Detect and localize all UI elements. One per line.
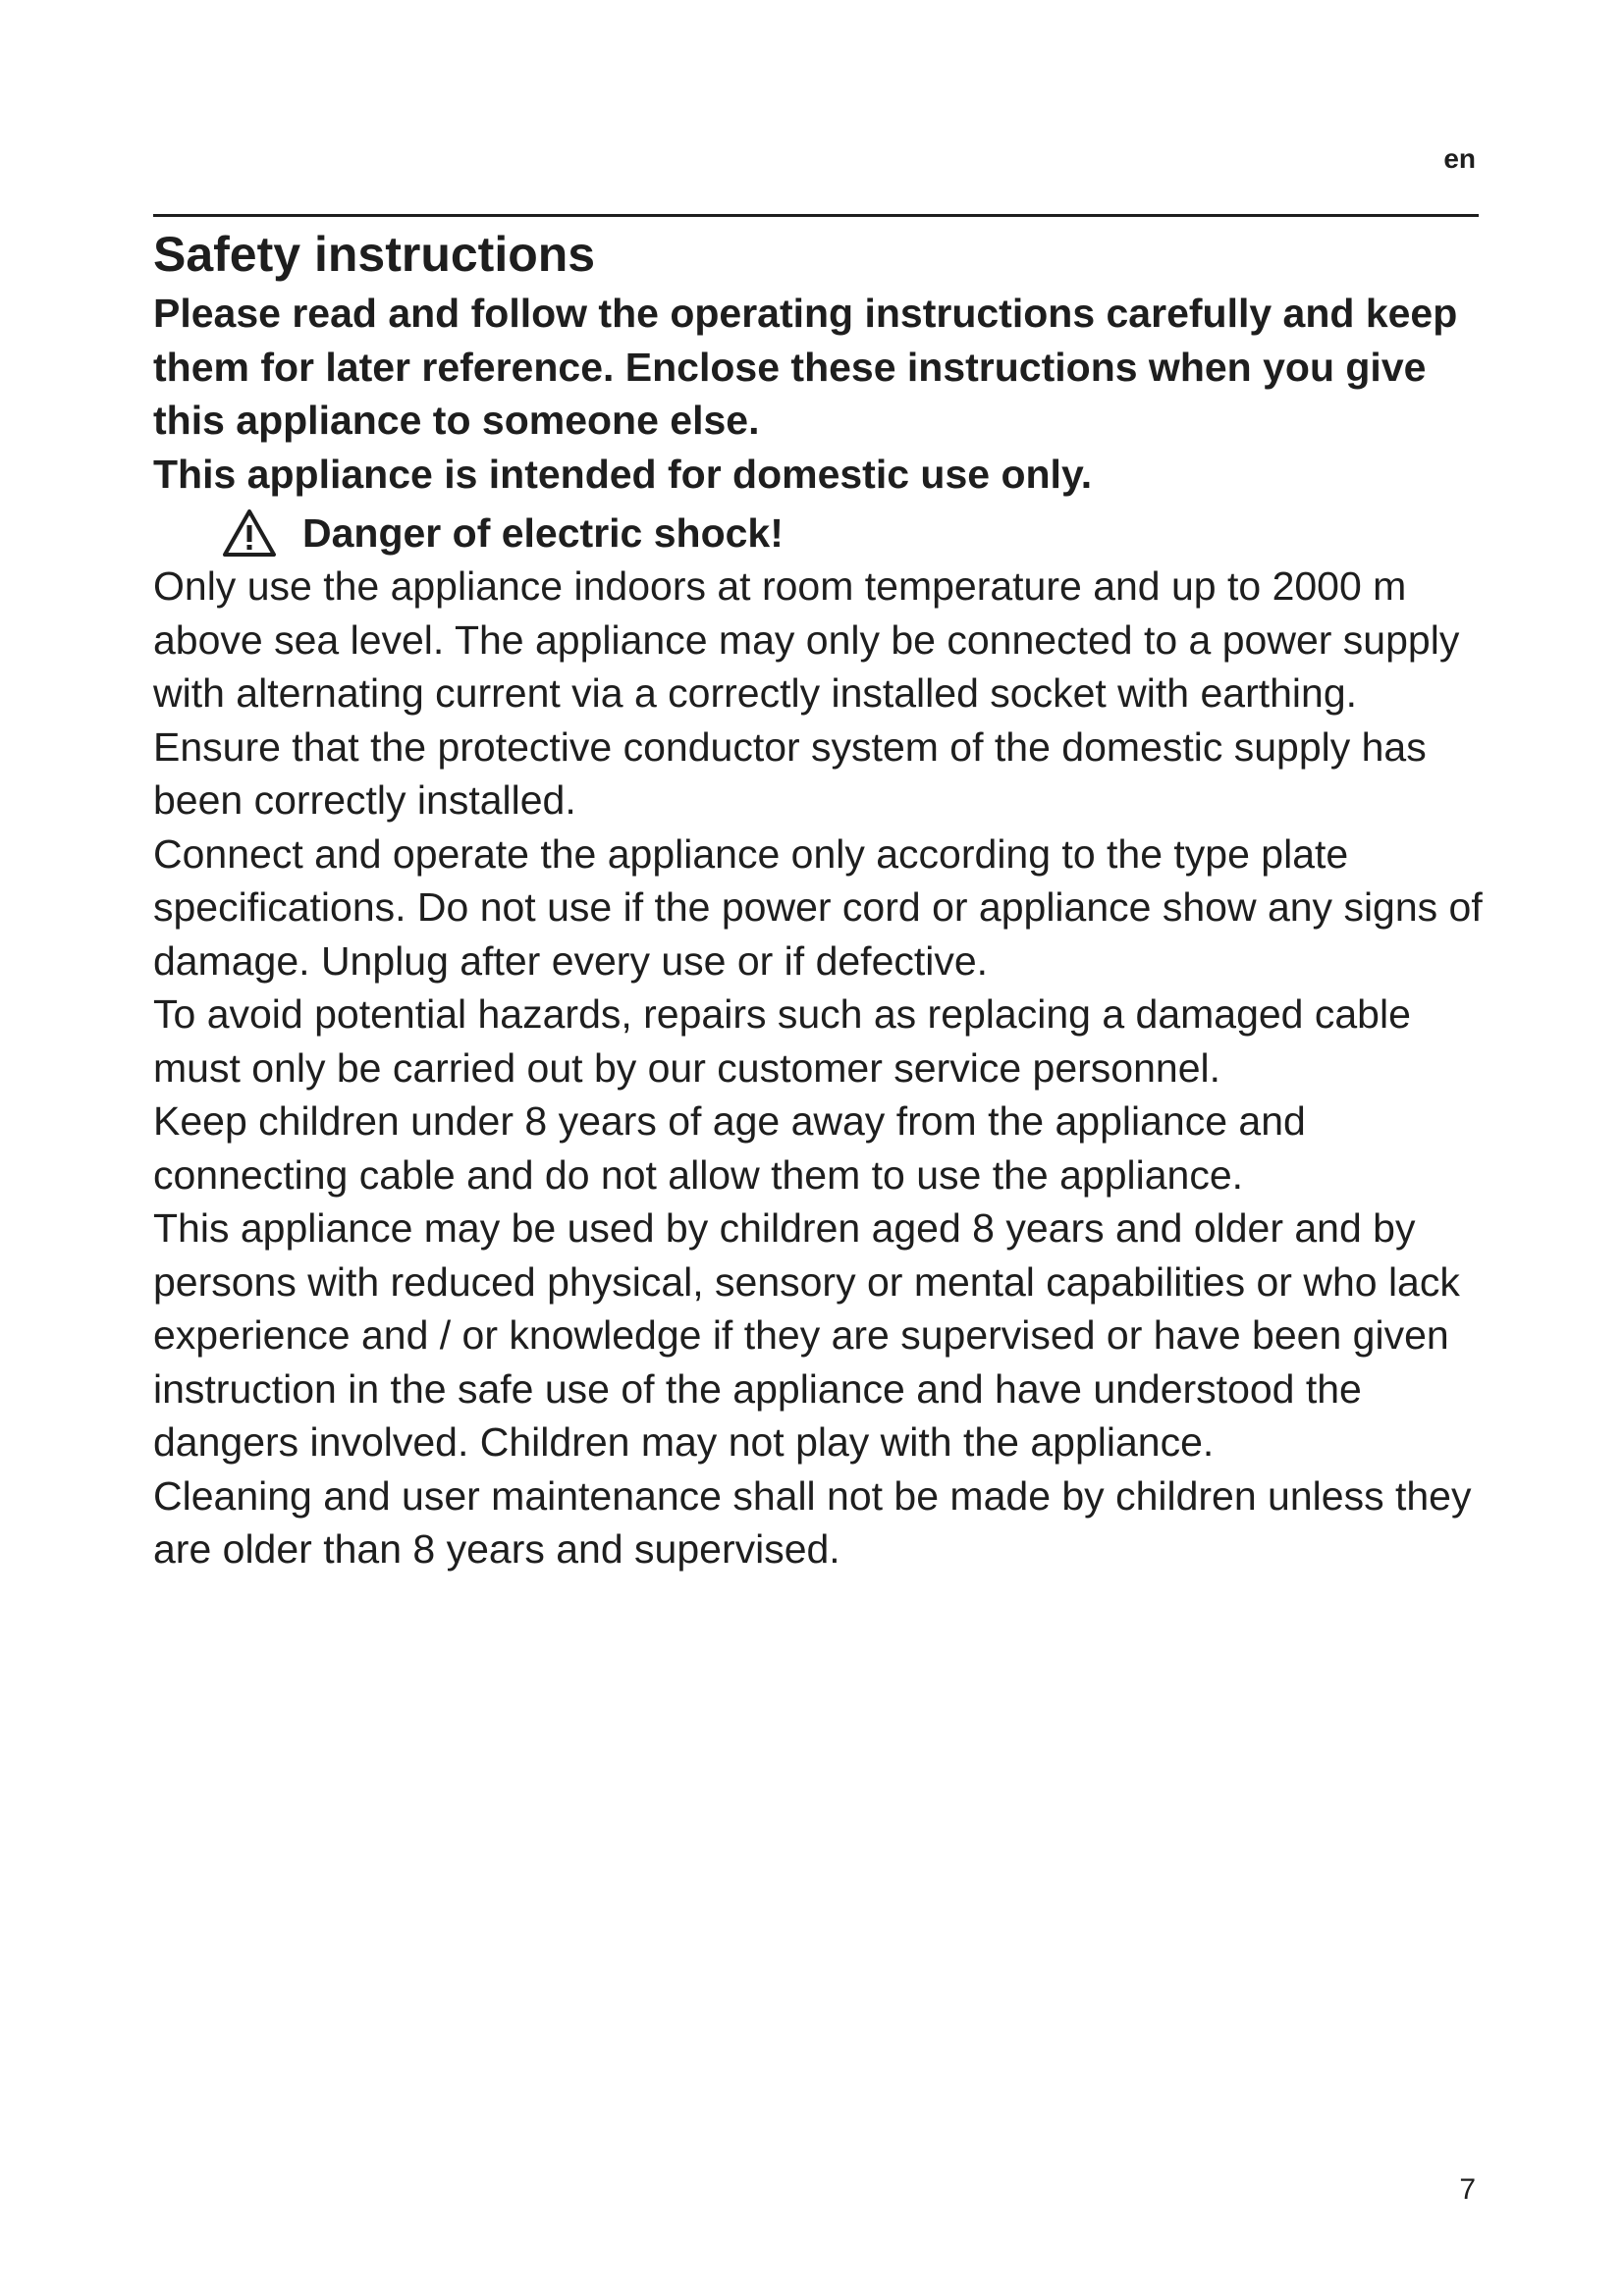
warning-heading [222,507,1489,560]
paragraph-repairs: To avoid potential hazards, repairs such as replacing a damaged cable must only be carried out by our customer service personnel. [153,991,1411,1091]
safety-section [153,222,1489,1576]
page-number: 7 [1459,2173,1476,2206]
header-divider [153,214,1479,217]
paragraph-type-plate: Connect and operate the appliance only according to the type plate specifications. Do not use if the power cord or appliance show any signs of damage. Unplug after every use or if defective. [153,830,1483,984]
intro-paragraph: Please read and follow the operating instructions carefully and keep them for later reference. Enclose these instructions when you give this appliance to someone else. [153,291,1458,443]
section-title: Safety instructions [153,227,596,282]
warning-title: Danger of electric shock! [302,510,784,556]
paragraph-supervised-use: This appliance may be used by children aged 8 years and older and by persons with reduced physical, sensory or mental capabilities or who lack experience and / or knowledge if they are supervised or have been given instruction in the safe use of the appliance and have understood the dangers involved. Children may not play with the appliance. [153,1205,1460,1465]
warning-triangle-icon [222,508,277,558]
paragraph-electrical-use: Only use the appliance indoors at room temperature and up to 2000 m above sea level. The appliance may only be connected to a power supply with alternating current via a correctly installed socket with earthing. Ensure that the protective conductor system of the domestic supply has been correctly installed. [153,563,1460,823]
paragraph-children-keep-away: Keep children under 8 years of age away from the appliance and connecting cable and do not allow them to use the appliance. [153,1098,1306,1198]
paragraph-cleaning: Cleaning and user maintenance shall not be made by children unless they are older than 8 years and supervised. [153,1472,1472,1572]
language-label: en [1443,143,1476,174]
domestic-use-notice: This appliance is intended for domestic use only. [153,451,1093,497]
